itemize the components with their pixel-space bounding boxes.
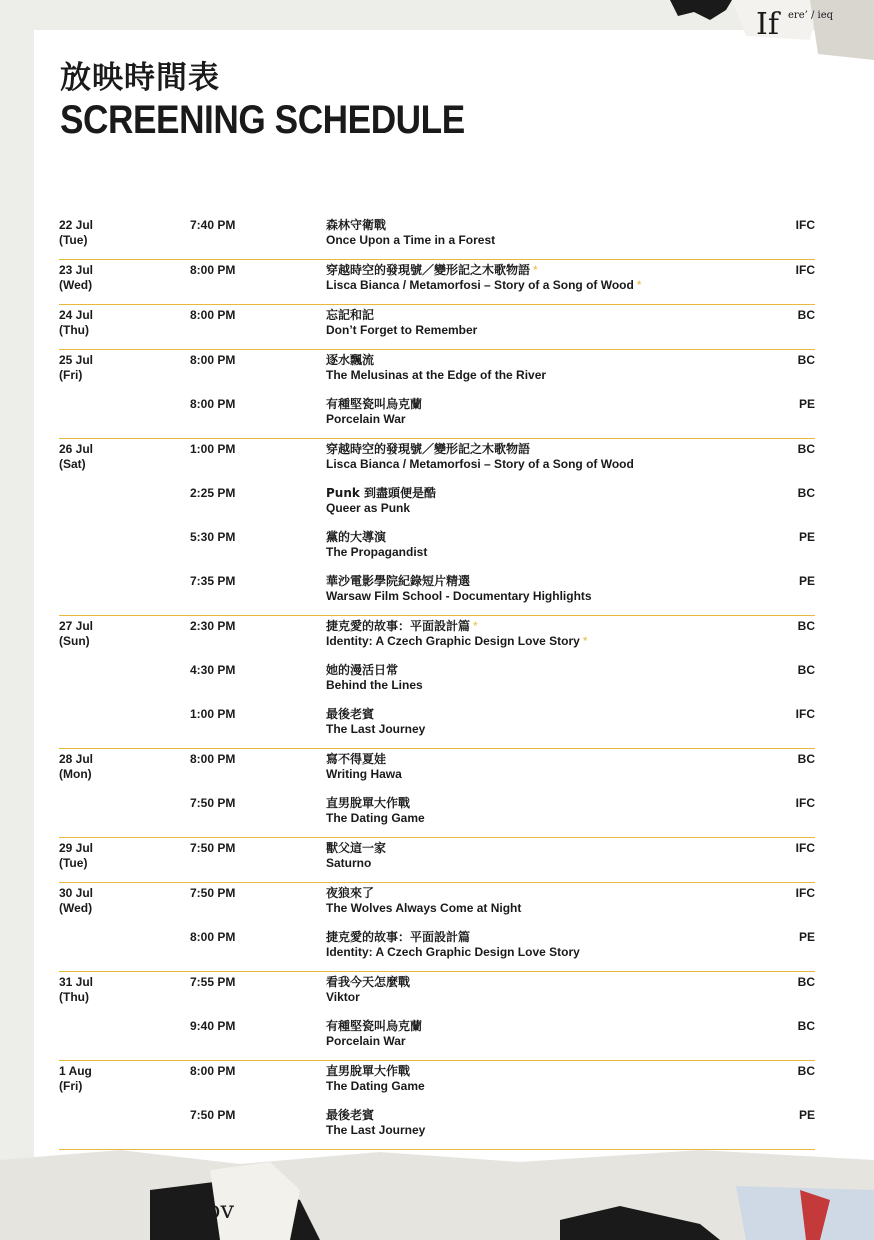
screening-venue: PE <box>798 530 815 544</box>
schedule-day <box>59 616 815 749</box>
date-weekday: (Sat) <box>59 457 86 471</box>
film-title <box>326 1108 746 1138</box>
screening-venue: BC <box>797 1019 815 1033</box>
collage-top-decoration <box>660 0 874 60</box>
film-title-chinese: 森林守衛戰 <box>326 218 387 232</box>
screening-venue: BC <box>797 975 815 989</box>
date-weekday: (Mon) <box>59 767 92 781</box>
screening-date <box>59 752 169 782</box>
film-title <box>326 752 746 782</box>
film-title-chinese: 穿越時空的發現號／變形記之木歌物語 <box>326 442 531 456</box>
screening-row <box>59 1016 815 1060</box>
screening-time: 2:30 PM <box>190 619 236 633</box>
collage-top-text: If <box>756 7 779 42</box>
film-title-english: Porcelain War <box>326 1034 406 1048</box>
film-title <box>326 619 746 649</box>
screening-venue: PE <box>798 574 815 588</box>
date-day: 30 Jul <box>59 886 94 900</box>
date-day: 22 Jul <box>59 218 94 232</box>
screening-time: 1:00 PM <box>190 442 236 456</box>
film-title <box>326 218 746 248</box>
date-day: 24 Jul <box>59 308 94 322</box>
screening-time: 8:00 PM <box>190 353 236 367</box>
screening-date <box>59 975 169 1005</box>
film-title-chinese: 捷克愛的故事：平面設計篇 <box>326 930 471 944</box>
film-title-english: Identity: A Czech Graphic Design Love Story <box>326 634 580 648</box>
screening-row <box>59 439 815 483</box>
film-title <box>326 796 746 826</box>
film-title <box>326 530 746 560</box>
film-title-chinese: 夜狼來了 <box>326 886 375 900</box>
date-day: 31 Jul <box>59 975 94 989</box>
screening-date <box>59 442 169 472</box>
schedule-day <box>59 350 815 439</box>
title-chinese: 放映時間表 <box>60 60 220 96</box>
screening-venue: IFC <box>795 263 815 277</box>
date-day: 29 Jul <box>59 841 94 855</box>
film-title-english: Identity: A Czech Graphic Design Love Story <box>326 945 580 959</box>
film-title-english: The Propagandist <box>326 545 428 559</box>
screening-row <box>59 616 815 660</box>
screening-date <box>59 841 169 871</box>
film-title <box>326 841 746 871</box>
date-weekday: (Wed) <box>59 278 93 292</box>
date-day: 26 Jul <box>59 442 94 456</box>
screening-row <box>59 972 815 1016</box>
film-title-english: Don’t Forget to Remember <box>326 323 478 337</box>
film-title-chinese: 逐水飄流 <box>326 353 375 367</box>
screening-row <box>59 571 815 615</box>
film-title <box>326 930 746 960</box>
screening-venue: BC <box>797 1064 815 1078</box>
screening-venue: IFC <box>795 707 815 721</box>
date-weekday: (Thu) <box>59 990 89 1004</box>
date-day: 23 Jul <box>59 263 94 277</box>
screening-row <box>59 838 815 882</box>
screening-venue: IFC <box>795 218 815 232</box>
date-day: 27 Jul <box>59 619 94 633</box>
screening-date <box>59 308 169 338</box>
screening-date <box>59 886 169 916</box>
film-title-english: Queer as Punk <box>326 501 411 515</box>
screening-venue: BC <box>797 442 815 456</box>
screening-time: 7:50 PM <box>190 841 236 855</box>
screening-row <box>59 527 815 571</box>
film-title-chinese: 獸父這一家 <box>326 841 387 855</box>
screening-time: 8:00 PM <box>190 308 236 322</box>
schedule-day <box>59 305 815 350</box>
film-title-chinese: 最後老賓 <box>326 1108 375 1122</box>
screening-venue: BC <box>797 486 815 500</box>
screening-venue: PE <box>798 1108 815 1122</box>
film-title-chinese: 她的漫活日常 <box>326 663 399 677</box>
screening-venue: PE <box>798 930 815 944</box>
film-title <box>326 263 746 293</box>
screening-date <box>59 263 169 293</box>
film-title-english: The Melusinas at the Edge of the River <box>326 368 547 382</box>
film-title-chinese: 有種堅瓷叫烏克蘭 <box>326 397 423 411</box>
screening-row <box>59 483 815 527</box>
screening-row <box>59 660 815 704</box>
page-heading <box>60 58 520 142</box>
film-title-english: Behind the Lines <box>326 678 423 692</box>
film-title <box>326 1064 746 1094</box>
date-weekday: (Sun) <box>59 634 90 648</box>
film-title <box>326 975 746 1005</box>
screening-date <box>59 619 169 649</box>
date-weekday: (Thu) <box>59 323 89 337</box>
screening-time: 7:35 PM <box>190 574 236 588</box>
screening-time: 8:00 PM <box>190 1064 236 1078</box>
screening-venue: BC <box>797 308 815 322</box>
film-title <box>326 442 746 472</box>
film-title-english: Once Upon a Time in a Forest <box>326 233 496 247</box>
screening-time: 7:50 PM <box>190 796 236 810</box>
screening-time: 5:30 PM <box>190 530 236 544</box>
film-title-chinese: 直男脫單大作戰 <box>326 796 411 810</box>
screening-venue: BC <box>797 663 815 677</box>
screening-row <box>59 793 815 837</box>
film-title-chinese: 最後老賓 <box>326 707 375 721</box>
screening-time: 7:50 PM <box>190 886 236 900</box>
film-title <box>326 308 746 338</box>
collage-top-side-text: ere’ / ieq <box>788 10 834 21</box>
film-title-english: Lisca Bianca / Metamorfosi – Story of a Song of Wood <box>326 457 634 471</box>
film-title-chinese: 看我今天怎麼戰 <box>326 975 411 989</box>
asterisk-mark: * <box>533 263 538 277</box>
screening-time: 9:40 PM <box>190 1019 236 1033</box>
collage-bottom-decoration <box>0 1150 874 1240</box>
schedule-day <box>59 215 815 260</box>
film-title <box>326 707 746 737</box>
film-title-english: The Last Journey <box>326 1123 426 1137</box>
asterisk-mark: * <box>473 619 478 633</box>
date-weekday: (Tue) <box>59 856 88 870</box>
asterisk-mark: * <box>582 634 588 648</box>
screening-row <box>59 215 815 259</box>
film-title-chinese: 華沙電影學院紀錄短片精選 <box>326 574 471 588</box>
schedule-day <box>59 838 815 883</box>
screening-time: 8:00 PM <box>190 397 236 411</box>
schedule-day <box>59 439 815 616</box>
film-title-english: Warsaw Film School - Documentary Highlights <box>326 589 592 603</box>
screening-venue: IFC <box>795 796 815 810</box>
screening-venue: IFC <box>795 886 815 900</box>
film-title <box>326 663 746 693</box>
screening-time: 8:00 PM <box>190 930 236 944</box>
film-title-english: Porcelain War <box>326 412 406 426</box>
film-title <box>326 397 746 427</box>
date-day: 25 Jul <box>59 353 94 367</box>
screening-venue: BC <box>797 752 815 766</box>
date-weekday: (Fri) <box>59 1079 83 1093</box>
film-title-chinese: 有種堅瓷叫烏克蘭 <box>326 1019 423 1033</box>
schedule-day <box>59 749 815 838</box>
screening-time: 7:55 PM <box>190 975 236 989</box>
screening-date <box>59 1064 169 1094</box>
film-title-chinese: 忘記和記 <box>326 308 375 322</box>
film-title <box>326 886 746 916</box>
date-weekday: (Tue) <box>59 233 88 247</box>
film-title-english: Writing Hawa <box>326 767 402 781</box>
screening-date <box>59 353 169 383</box>
screening-time: 4:30 PM <box>190 663 236 677</box>
screening-row <box>59 350 815 394</box>
date-weekday: (Wed) <box>59 901 93 915</box>
film-title <box>326 353 746 383</box>
film-title-english: The Last Journey <box>326 722 426 736</box>
schedule-day <box>59 260 815 305</box>
screening-row <box>59 704 815 748</box>
screening-time: 8:00 PM <box>190 263 236 277</box>
film-title-chinese: 直男脫單大作戰 <box>326 1064 411 1078</box>
film-title-english: Viktor <box>326 990 360 1004</box>
screening-venue: BC <box>797 353 815 367</box>
screening-date <box>59 218 169 248</box>
film-title-english: The Dating Game <box>326 811 425 825</box>
film-title-english: The Wolves Always Come at Night <box>326 901 522 915</box>
schedule-day <box>59 1061 815 1150</box>
film-title-english: Saturno <box>326 856 372 870</box>
film-title-english: The Dating Game <box>326 1079 425 1093</box>
screening-row <box>59 1105 815 1149</box>
screening-row <box>59 749 815 793</box>
screening-venue: PE <box>798 397 815 411</box>
film-title-english: Lisca Bianca / Metamorfosi – Story of a Song of Wood <box>326 278 634 292</box>
screening-schedule-table <box>59 215 815 1150</box>
date-weekday: (Fri) <box>59 368 83 382</box>
collage-bottom-text: ov <box>206 1196 235 1224</box>
film-title-chinese: 穿越時空的發現號／變形記之木歌物語 <box>326 263 531 277</box>
screening-row <box>59 883 815 927</box>
screening-venue: BC <box>797 619 815 633</box>
schedule-day <box>59 972 815 1061</box>
screening-row <box>59 1061 815 1105</box>
asterisk-mark: * <box>636 278 642 292</box>
screening-time: 8:00 PM <box>190 752 236 766</box>
screening-time: 2:25 PM <box>190 486 236 500</box>
film-title <box>326 486 746 516</box>
film-title-chinese: 黨的大導演 <box>326 530 387 544</box>
title-english: SCREENING SCHEDULE <box>60 98 465 142</box>
film-title <box>326 1019 746 1049</box>
screening-row <box>59 260 815 304</box>
schedule-day <box>59 883 815 972</box>
film-title-chinese: 捷克愛的故事：平面設計篇 <box>326 619 471 633</box>
screening-time: 7:40 PM <box>190 218 236 232</box>
screening-venue: IFC <box>795 841 815 855</box>
screening-time: 1:00 PM <box>190 707 236 721</box>
film-title <box>326 574 746 604</box>
screening-time: 7:50 PM <box>190 1108 236 1122</box>
film-title-chinese: 寫不得夏娃 <box>326 752 387 766</box>
screening-row <box>59 394 815 438</box>
date-day: 28 Jul <box>59 752 94 766</box>
date-day: 1 Aug <box>59 1064 92 1078</box>
film-title-chinese: Punk 到盡頭便是酷 <box>326 486 437 500</box>
screening-row <box>59 305 815 349</box>
screening-row <box>59 927 815 971</box>
